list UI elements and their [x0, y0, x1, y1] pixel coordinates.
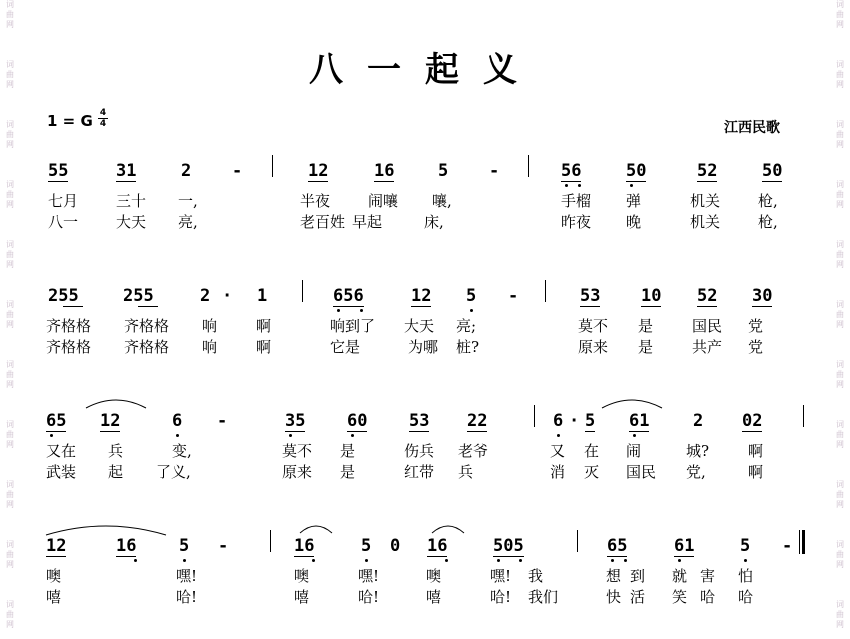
lyric: 嘿!	[176, 567, 198, 585]
meter-bottom: 4	[99, 119, 107, 129]
lyrics-verse2-row-3	[0, 461, 850, 481]
lyric: 老爷	[458, 442, 489, 460]
note-group: 35	[285, 411, 306, 431]
lyric: 了义,	[156, 463, 191, 481]
beam	[580, 306, 600, 307]
lyric: 快	[606, 588, 622, 606]
watermark-text: 词 曲 网	[6, 480, 14, 509]
lyric: 昨夜	[561, 213, 592, 231]
lyric: 它是	[330, 338, 361, 356]
low-octave-dot	[360, 309, 363, 312]
watermark-text: 词 曲 网	[6, 300, 14, 329]
lyric: 枪,	[758, 192, 778, 210]
low-octave-dot	[678, 559, 681, 562]
low-octave-dot	[312, 559, 315, 562]
note-group: 5	[361, 536, 372, 556]
beam	[347, 431, 367, 432]
lyric: 就	[672, 567, 688, 585]
note-group: 12	[46, 536, 67, 556]
final-barline-thin	[799, 530, 800, 554]
barline	[577, 530, 578, 552]
lyric: 哈!	[358, 588, 380, 606]
watermark-text: 词 曲 网	[6, 0, 14, 29]
lyric: 齐格格	[46, 338, 92, 356]
lyric: 消	[550, 463, 566, 481]
lyric: 党	[748, 317, 764, 335]
beam	[674, 556, 694, 557]
beam	[63, 306, 83, 307]
note-group: 656	[333, 286, 364, 306]
lyric: 噢	[46, 567, 62, 585]
meter-top: 4	[99, 108, 107, 118]
lyric: 哈	[700, 588, 716, 606]
beam	[641, 306, 661, 307]
watermark-text: 词 曲 网	[6, 60, 14, 89]
lyric: 弹	[626, 192, 642, 210]
lyric: 啊	[748, 442, 764, 460]
note-group: 1	[257, 286, 268, 306]
note-group: 16	[294, 536, 315, 556]
lyric: 噢	[294, 567, 310, 585]
note-group: 5	[466, 286, 477, 306]
lyric: 又在	[46, 442, 77, 460]
slur	[44, 521, 168, 537]
low-octave-dot	[289, 434, 292, 437]
low-octave-dot	[50, 434, 53, 437]
lyric: 哈	[738, 588, 754, 606]
lyric: 武装	[46, 463, 77, 481]
lyric: 手榴	[561, 192, 592, 210]
note-group: 61	[629, 411, 650, 431]
lyric: 又	[550, 442, 566, 460]
lyric: 活	[630, 588, 646, 606]
lyric: 亮;	[456, 317, 477, 335]
note-group: 5	[438, 161, 449, 181]
beam	[333, 306, 364, 307]
lyrics-verse1-row-3	[0, 440, 850, 460]
beam	[48, 181, 68, 182]
key-signature: 1 = G	[47, 112, 93, 130]
lyric: 啊	[748, 463, 764, 481]
watermark-text: 词 曲 网	[836, 60, 844, 89]
note-group: 16	[116, 536, 137, 556]
lyric: 起	[108, 463, 124, 481]
lyric: 半夜	[300, 192, 331, 210]
note-group: 12	[308, 161, 329, 181]
note-group: 60	[347, 411, 368, 431]
song-source: 江西民歌	[724, 120, 780, 136]
slur	[430, 521, 466, 535]
lyric: 到	[630, 567, 646, 585]
watermark-text: 词 曲 网	[6, 420, 14, 449]
lyric: 共产	[692, 338, 723, 356]
note-group: 30	[752, 286, 773, 306]
watermark-text: 词 曲 网	[6, 240, 14, 269]
note-group: 50	[626, 161, 647, 181]
lyric: 国民	[626, 463, 657, 481]
watermark-text: 词 曲 网	[836, 420, 844, 449]
barline	[302, 280, 303, 302]
lyric: 大天	[116, 213, 147, 231]
low-octave-dot	[470, 309, 473, 312]
song-title: 八一起义	[309, 50, 541, 90]
low-octave-dot	[176, 434, 179, 437]
note-group: 2	[693, 411, 704, 431]
note-group: 5	[585, 411, 596, 431]
lyric: 原来	[282, 463, 313, 481]
note-group: 56	[561, 161, 582, 181]
watermark-text: 词 曲 网	[836, 120, 844, 149]
lyric: 嘿!	[358, 567, 380, 585]
watermark-text: 词 曲 网	[6, 600, 14, 629]
watermark-text: 词 曲 网	[6, 540, 14, 569]
lyric: 是	[638, 317, 654, 335]
lyric: 机关	[690, 192, 721, 210]
lyric: 八一	[48, 213, 79, 231]
beam	[138, 306, 158, 307]
note-group: 31	[116, 161, 137, 181]
barline	[270, 530, 271, 552]
note-group: 6	[553, 411, 564, 431]
beam	[585, 431, 595, 432]
lyric: 齐格格	[124, 317, 170, 335]
barline	[803, 405, 804, 427]
note-group: 55	[48, 161, 69, 181]
lyric: 灭	[584, 463, 600, 481]
beam	[561, 181, 581, 182]
low-octave-dot	[497, 559, 500, 562]
beam	[285, 431, 305, 432]
lyric: 亮,	[178, 213, 198, 231]
low-octave-dot	[630, 184, 633, 187]
lyric: 我	[528, 567, 544, 585]
note-group: ·	[222, 286, 233, 306]
beam	[116, 181, 136, 182]
barline	[528, 155, 529, 177]
watermark-text: 词 曲 网	[836, 540, 844, 569]
lyric: 党	[748, 338, 764, 356]
lyric: 噢	[426, 567, 442, 585]
note-group: 5	[179, 536, 190, 556]
low-octave-dot	[624, 559, 627, 562]
beam	[409, 431, 429, 432]
lyric: 齐格格	[46, 317, 92, 335]
lyric: 啊	[256, 338, 272, 356]
lyric: 哈!	[176, 588, 198, 606]
note-group: 0	[390, 536, 401, 556]
lyric: 啊	[256, 317, 272, 335]
lyric: 三十	[116, 192, 147, 210]
lyric: 一,	[178, 192, 198, 210]
lyric: 红带	[404, 463, 435, 481]
note-group: 505	[493, 536, 524, 556]
lyric: 伤兵	[404, 442, 435, 460]
lyrics-verse2-row-1	[0, 211, 850, 231]
beam	[493, 556, 524, 557]
lyric: 枪,	[758, 213, 778, 231]
note-group: 22	[467, 411, 488, 431]
low-octave-dot	[633, 434, 636, 437]
lyrics-verse1-row-1	[0, 190, 850, 210]
lyric: 是	[340, 442, 356, 460]
lyric: 闹嚷	[368, 192, 399, 210]
lyric: 响	[202, 338, 218, 356]
barline	[272, 155, 273, 177]
beam	[762, 181, 782, 182]
note-group: 65	[46, 411, 67, 431]
lyric: 国民	[692, 317, 723, 335]
lyric: 城?	[686, 442, 710, 460]
note-group: -	[232, 161, 243, 181]
watermark-text: 词 曲 网	[836, 480, 844, 509]
note-group: 52	[697, 286, 718, 306]
note-group: 02	[742, 411, 763, 431]
lyric: 大天	[404, 317, 435, 335]
lyric: 响到了	[330, 317, 376, 335]
beam	[46, 556, 66, 557]
lyric: 早起	[352, 213, 383, 231]
note-group: -	[218, 536, 229, 556]
note-group: 2	[181, 161, 192, 181]
beam	[46, 431, 66, 432]
watermark-text: 词 曲 网	[836, 0, 844, 29]
lyric: 怕	[738, 567, 754, 585]
lyric: 原来	[578, 338, 609, 356]
lyric: 害	[700, 567, 716, 585]
lyric: 笑	[672, 588, 688, 606]
note-group: 5	[740, 536, 751, 556]
beam	[116, 556, 136, 557]
lyric: 莫不	[282, 442, 313, 460]
watermark-text: 词 曲 网	[836, 300, 844, 329]
note-group: 12	[100, 411, 121, 431]
beam	[626, 181, 646, 182]
lyrics-verse2-row-2	[0, 336, 850, 356]
barline	[545, 280, 546, 302]
lyric: 嘿!	[490, 567, 512, 585]
note-group: 53	[580, 286, 601, 306]
watermark-text: 词 曲 网	[6, 180, 14, 209]
lyric: 变,	[172, 442, 192, 460]
low-octave-dot	[557, 434, 560, 437]
note-group: 10	[641, 286, 662, 306]
beam	[629, 431, 649, 432]
low-octave-dot	[365, 559, 368, 562]
watermark-text: 词 曲 网	[6, 120, 14, 149]
note-group: -	[489, 161, 500, 181]
note-group: 2	[200, 286, 211, 306]
slur	[84, 396, 148, 410]
slur	[298, 521, 334, 535]
low-octave-dot	[445, 559, 448, 562]
note-group: 16	[374, 161, 395, 181]
lyric: 齐格格	[124, 338, 170, 356]
low-octave-dot	[578, 184, 581, 187]
beam	[742, 431, 762, 432]
note-group: -	[782, 536, 793, 556]
low-octave-dot	[134, 559, 137, 562]
note-group: 65	[607, 536, 628, 556]
lyric: 为哪	[408, 338, 439, 356]
note-group: 255	[123, 286, 154, 306]
beam	[697, 181, 717, 182]
lyric: 嘻	[426, 588, 442, 606]
note-group: 52	[697, 161, 718, 181]
lyric: 七月	[48, 192, 79, 210]
lyric: 机关	[690, 213, 721, 231]
lyrics-verse1-row-2	[0, 315, 850, 335]
watermark-text: 词 曲 网	[836, 240, 844, 269]
watermark-text: 词 曲 网	[836, 180, 844, 209]
lyric: 是	[638, 338, 654, 356]
note-group: 12	[411, 286, 432, 306]
lyric: 兵	[108, 442, 124, 460]
lyric: 哈!	[490, 588, 512, 606]
lyric: 响	[202, 317, 218, 335]
lyric: 我们	[528, 588, 559, 606]
lyrics-verse2-row-4	[0, 586, 850, 606]
watermark-text: 词 曲 网	[836, 360, 844, 389]
lyric: 老百姓	[300, 213, 346, 231]
low-octave-dot	[744, 559, 747, 562]
final-barline-thick	[802, 530, 805, 554]
low-octave-dot	[183, 559, 186, 562]
beam	[294, 556, 314, 557]
low-octave-dot	[351, 434, 354, 437]
low-octave-dot	[611, 559, 614, 562]
beam	[308, 181, 328, 182]
lyrics-verse1-row-4	[0, 565, 850, 585]
note-group: 61	[674, 536, 695, 556]
lyric: 是	[340, 463, 356, 481]
lyric: 床,	[424, 213, 444, 231]
note-group: 53	[409, 411, 430, 431]
lyric: 想	[606, 567, 622, 585]
beam	[467, 431, 487, 432]
lyric: 闹	[626, 442, 642, 460]
lyric: 晚	[626, 213, 642, 231]
low-octave-dot	[565, 184, 568, 187]
time-signature	[98, 108, 108, 129]
lyric: 莫不	[578, 317, 609, 335]
watermark-text: 词 曲 网	[6, 360, 14, 389]
watermark-text: 词 曲 网	[836, 600, 844, 629]
low-octave-dot	[337, 309, 340, 312]
note-group: 6	[172, 411, 183, 431]
beam	[697, 306, 717, 307]
lyric: 在	[584, 442, 600, 460]
barline	[534, 405, 535, 427]
note-group: 50	[762, 161, 783, 181]
beam	[607, 556, 627, 557]
note-group: -	[217, 411, 228, 431]
note-group: ·	[569, 411, 580, 431]
slur	[600, 396, 664, 410]
lyric: 桩?	[456, 338, 480, 356]
lyric: 兵	[458, 463, 474, 481]
lyric: 嘻	[294, 588, 310, 606]
beam	[427, 556, 447, 557]
lyric: 嘻	[46, 588, 62, 606]
lyric: 党,	[686, 463, 706, 481]
note-group: 16	[427, 536, 448, 556]
note-group: 255	[48, 286, 79, 306]
beam	[100, 431, 120, 432]
beam	[752, 306, 772, 307]
note-group: -	[508, 286, 519, 306]
beam	[374, 181, 394, 182]
beam	[411, 306, 431, 307]
lyric: 嚷,	[432, 192, 452, 210]
low-octave-dot	[519, 559, 522, 562]
